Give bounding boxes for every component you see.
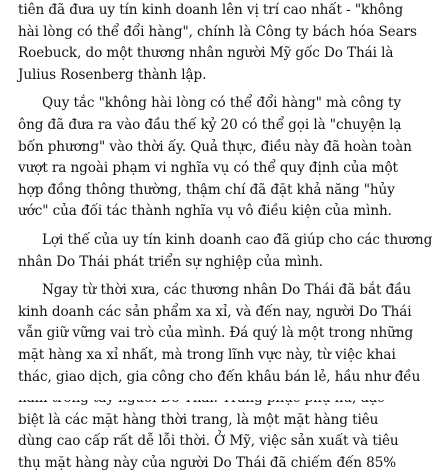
text-line: nhân Do Thái phát triển sự nghiệp của mình. (18, 253, 324, 270)
text-line: thác, giao dịch, gia công cho đến khâu bán lẻ, hầu như đều (18, 368, 421, 385)
paragraph-3 (18, 230, 432, 273)
text-line: dùng cao cấp rất dễ lỗi thời. Ở Mỹ, việc sản xuất và tiêu (18, 433, 399, 450)
text-line: Julius Rosenberg thành lập. (18, 66, 207, 83)
paragraph-4 (18, 280, 421, 474)
text-line: kinh doanh các sản phẩm xa xỉ, và đến nay, người Do Thái (18, 303, 412, 320)
paragraph-1 (18, 0, 417, 86)
text-line: Lợi thế của uy tín kinh doanh cao đã giúp cho các thương (42, 231, 432, 248)
page-crop-edge (0, 389, 400, 400)
text-line: vượt ra ngoài phạm vi nghĩa vụ có thể quy định của một (18, 160, 398, 177)
text-line: hài lòng có thể đổi hàng", chính là Công ty bách hóa Sears (18, 23, 417, 40)
text-line: thụ mặt hàng này của người Do Thái đã chiếm đến 85% (18, 454, 397, 471)
text-line: Quy tắc "không hài lòng có thể đổi hàng" mà công ty (42, 95, 401, 112)
text-line: Ngay từ thời xưa, các thương nhân Do Thái đã bắt đầu (42, 282, 412, 299)
text-line: ước" của đối tác thành nghĩa vụ vô điều kiện của mình. (18, 203, 392, 220)
text-line: Roebuck, do một thương nhân người Mỹ gốc Do Thái là (18, 45, 394, 62)
text-line: mặt hàng xa xỉ nhất, mà trong lĩnh vực này, từ việc khai (18, 346, 396, 363)
text-line: bốn phương" vào thời ấy. Quả thực, điều này đã hoàn toàn (18, 138, 412, 155)
text-line: ông đã đưa ra vào đầu thế kỷ 20 có thể gọi là "chuyện lạ (18, 116, 402, 133)
text-line: hợp đồng thông thường, thậm chí đã đặt khả năng "hủy (18, 181, 395, 198)
text-line: vẫn giữ vững vai trò của mình. Đá quý là một trong những (18, 325, 414, 342)
paragraph-2 (18, 93, 412, 223)
text-line: tiên đã đưa uy tín kinh doanh lên vị trí cao nhất - "không (18, 2, 404, 18)
text-line: biệt là các mặt hàng thời trang, là một mặt hàng tiêu (18, 411, 379, 428)
